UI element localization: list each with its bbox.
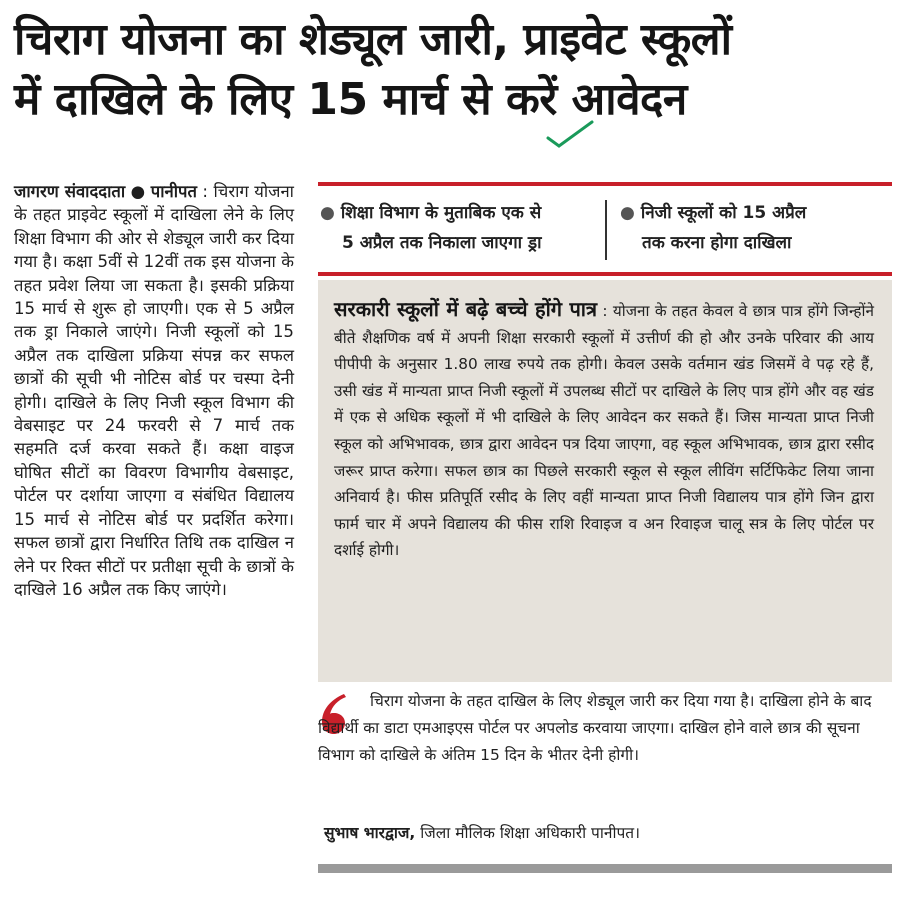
headline-line-1: चिराग योजना का शेड्यूल जारी, प्राइवेट स्कूलों [14, 14, 732, 65]
box-heading: सरकारी स्कूलों में बढ़े बच्चे होंगे पात्र [334, 297, 598, 321]
highlights [318, 190, 892, 270]
quote-block [318, 688, 892, 853]
author-designation: जिला मौलिक शिक्षा अधिकारी पानीपत। [420, 824, 641, 842]
dateline-place: पानीपत [150, 182, 197, 201]
author-name: सुभाष भारद्वाज, [324, 824, 416, 842]
bullet-icon: ● [320, 203, 335, 223]
info-box [318, 280, 892, 682]
headline [14, 10, 890, 130]
quote-text: चिराग योजना के तहत दाखिल के लिए शेड्यूल जारी कर दिया गया है। दाखिला होने के बाद विद्यार्थी का डाटा एमआइएस पोर्टल पर अपलोड करवाया जाएगा। दाखिल होने वाले छात्र की सूचना विभाग को दाखिले के अंतिम 15 दिन के भीतर देनी होगी। [318, 692, 872, 764]
highlight-line: तक करना होगा दाखिला [642, 233, 792, 253]
byline-separator: ● [130, 182, 146, 201]
bottom-red-rule [318, 272, 892, 276]
top-red-rule [318, 182, 892, 186]
bullet-icon: ● [620, 203, 635, 223]
highlight-line: निजी स्कूलों को 15 अप्रैल [640, 203, 807, 223]
highlight-item [320, 198, 600, 258]
box-body: : योजना के तहत केवल वे छात्र पात्र होंगे जिन्होंने बीते शैक्षणिक वर्ष में अपनी शिक्षा सरकारी स्कूलों में उत्तीर्ण की हो और उनके परिवार की आय पीपीपी के अनुसार 1.80 लाख रुपये तक होगी। केवल उसके वर्तमान खंड जिसमें वे पढ़ रहे हैं, उसी खंड में मान्यता प्राप्त निजी स्कूलों में उपलब्ध सीटों पर दाखिले के लिए पात्र होंगे और वह खंड में एक से अधिक स्कूलों में भी दाखिले के लिए आवेदन कर सकते हैं। जिस मान्यता प्राप्त निजी स्कूल को अभिभावक, छात्र द्वारा आवेदन पत्र दिया जाएगा, वह स्कूल अभिभावक, छात्र द्वारा रसीद जरूर प्राप्त करेगा। सफल छात्र का पिछले सरकारी स्कूल से स्कूल लीविंग सर्टिफिकेट लिया जाना अनिवार्य है। फीस प्रतिपूर्ति रसीद के लिए वहीं मान्यता प्राप्त निजी विद्यालय पात्र होंगे जिन द्वारा फार्म चार में अपने विद्यालय की फीस राशि रिवाइज व अन रिवाइज चालू सत्र के लिए पोर्टल पर दर्शाई होगी। [334, 302, 874, 560]
left-column-article [14, 180, 294, 601]
check-mark-icon [545, 118, 595, 152]
highlight-line: 5 अप्रैल तक निकाला जाएगा ड्रा [342, 233, 542, 253]
article-body: : चिराग योजना के तहत प्राइवेट स्कूलों में दाखिला लेने के लिए शिक्षा विभाग की ओर से शेड्यूल जारी कर दिया गया है। कक्षा 5वीं से 12वीं तक इस योजना के तहत प्रवेश लिया जा सकता है। इसकी प्रक्रिया 15 मार्च से शुरू हो जाएगी। एक से 5 अप्रैल तक ड्रा निकाले जाएंगे। निजी स्कूलों को 15 अप्रैल तक दाखिला प्रक्रिया संपन्न कर सफल छात्रों की सूची भी नोटिस बोर्ड पर चस्पा देनी होगी। दाखिले के लिए निजी स्कूल विभाग की वेबसाइट पर 24 फरवरी से 7 मार्च तक सहमति दर्ज करवा सकते हैं। कक्षा वाइज घोषित सीटों का विवरण विभागीय वेबसाइट, पोर्टल पर दर्शाया जाएगा व संबंधित विद्यालय 15 मार्च से नोटिस बोर्ड पर प्रदर्शित करेगा। सफल छात्रों द्वारा निर्धारित तिथि तक दाखिल न लेने पर रिक्त सीटों पर प्रतीक्षा सूची के छात्रों के दाखिले 16 अप्रैल तक किए जाएंगे। [14, 182, 294, 599]
quote-author [324, 821, 640, 843]
highlight-item [620, 198, 890, 258]
headline-line-2: में दाखिले के लिए 15 मार्च से करें आवेदन [14, 74, 687, 125]
bottom-gray-rule [318, 864, 892, 873]
byline: जागरण संवाददाता [14, 182, 126, 201]
highlight-divider [605, 200, 607, 260]
highlight-line: शिक्षा विभाग के मुताबिक एक से [340, 203, 542, 223]
